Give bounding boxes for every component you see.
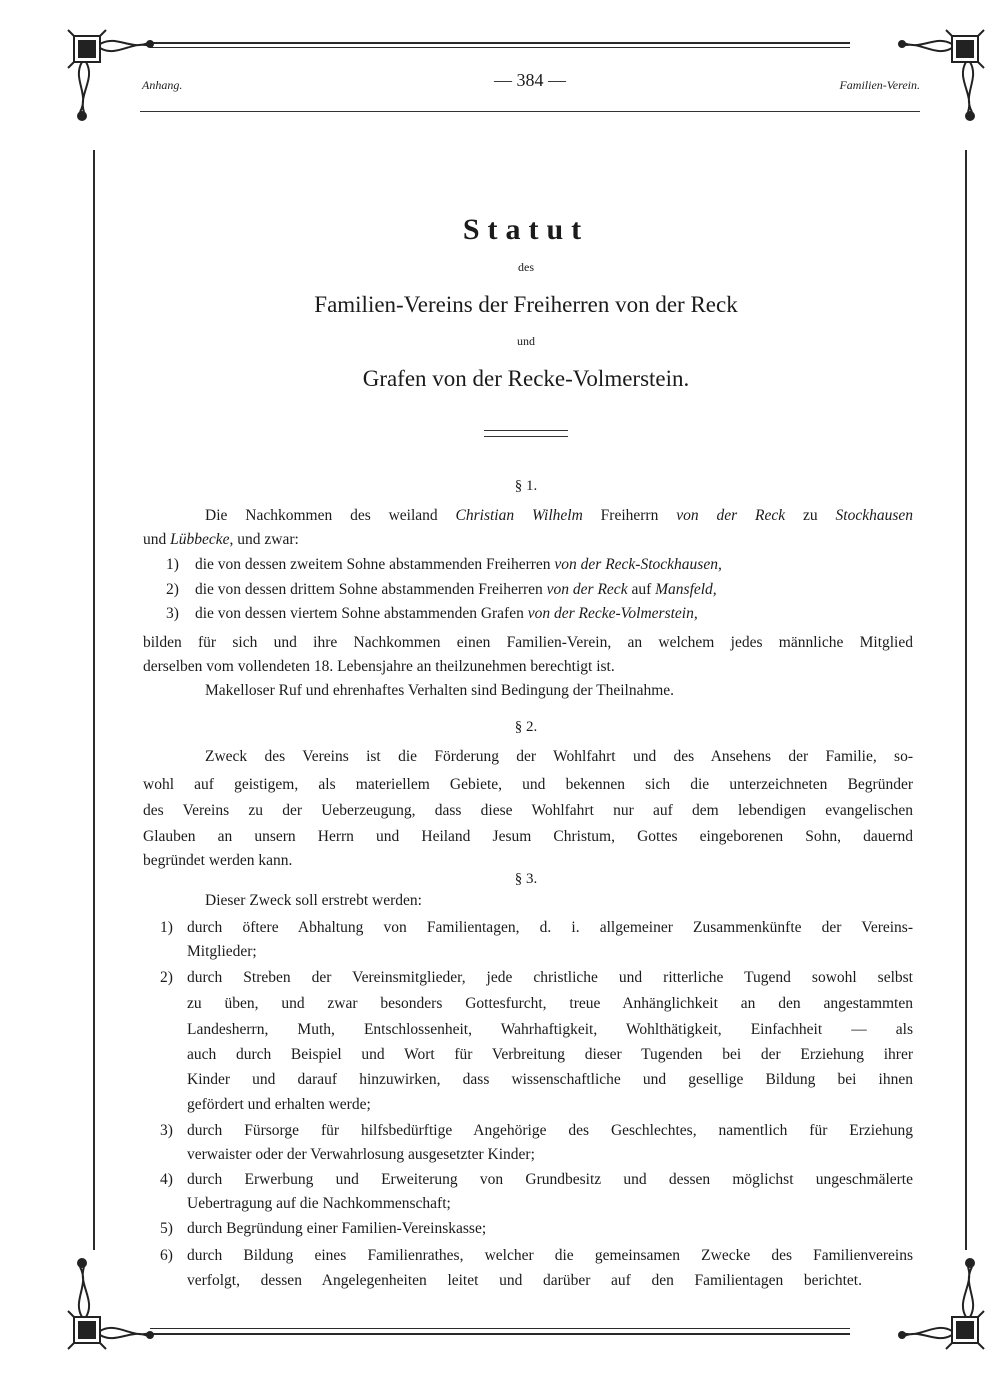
title-line-1: Familien-Vereins der Freiherren von der Reck — [314, 292, 738, 317]
s3-item-6-line-1: durch Bildung eines Familienrathes, welcher die gemeinsamen Zwecke des Familienvereins — [187, 1247, 913, 1264]
corner-ornament-bottom-left — [62, 1245, 162, 1355]
s1-continuation-line-1: bilden für sich und ihre Nachkommen einen Familien-Verein, an welchem jedes männliche Mitglied — [143, 634, 913, 651]
s2-line-4: Glauben an unsern Herrn und Heiland Jesum Christum, Gottes eingeborenen Sohn, dauernd — [143, 828, 913, 845]
s2-line-5: begründet werden kann. — [143, 852, 293, 869]
s3-intro: Dieser Zweck soll erstrebt werden: — [205, 892, 422, 909]
section-3-heading: § 3. — [514, 871, 538, 887]
s3-item-2-line-1: durch Streben der Vereinsmitglieder, jede christliche und ritterliche Tugend sowohl selbst — [187, 969, 913, 986]
header-left: Anhang. — [142, 78, 183, 92]
s3-item-2-line-6: gefördert und erhalten werde; — [187, 1096, 371, 1113]
s3-item-4-line-2: Uebertragung auf die Nachkommenschaft; — [187, 1195, 451, 1212]
title-und: und — [517, 334, 535, 348]
s1-paragraph-line-1: Die Nachkommen des weiland Christian Wilhelm Freiherrn von der Reck zu Stockhausen — [205, 507, 913, 524]
s1-item-1-number: 1) — [166, 556, 179, 573]
s1-paragraph-line-2: und Lübbecke, und zwar: — [143, 531, 299, 548]
s1-item-2-text: die von dessen drittem Sohne abstammenden Freiherren von der Reck auf Mansfeld, — [195, 581, 717, 598]
s3-item-3-line-1: durch Fürsorge für hilfsbedürftige Angehörige des Geschlechtes, namentlich für Erziehung — [187, 1122, 913, 1139]
s3-item-3-line-2: verwaister oder der Verwahrlosung ausgesetzter Kinder; — [187, 1146, 535, 1163]
s3-item-1-line-2: Mitglieder; — [187, 943, 257, 960]
title-line-2: Grafen von der Recke-Volmerstein. — [362, 366, 690, 391]
s2-line-1: Zweck des Vereins ist die Förderung der Wohlfahrt und des Ansehens der Familie, so- — [205, 748, 913, 765]
s1-item-1-text: die von dessen zweitem Sohne abstammenden Freiherren von der Reck-Stockhausen, — [195, 556, 722, 573]
s3-item-2-line-5: Kinder und darauf hinzuwirken, dass wissenschaftliche und gesellige Bildung bei ihnen — [187, 1071, 913, 1088]
s3-item-5-line-1: durch Begründung einer Familien-Vereinskasse; — [187, 1220, 487, 1237]
section-2-heading: § 2. — [514, 719, 538, 735]
document-title: Statut — [462, 213, 590, 246]
s3-item-6-line-2: verfolgt, dessen Angelegenheiten leitet und darüber auf den Familientagen berichtet. — [187, 1272, 862, 1289]
title-double-rule — [484, 430, 568, 437]
frame-top-line-inner — [150, 47, 850, 48]
frame-bottom-line-inner — [150, 1328, 850, 1329]
s1-continuation-line-3: Makelloser Ruf und ehrenhaftes Verhalten sind Bedingung der Theilnahme. — [205, 682, 675, 699]
s3-item-2-line-3: Landesherrn, Muth, Entschlossenheit, Wahrhaftigkeit, Wohlthätigkeit, Einfachheit — als — [187, 1021, 913, 1038]
s1-item-2-number: 2) — [166, 581, 179, 598]
s3-item-1-number: 1) — [160, 919, 173, 936]
header-right: Familien-Verein. — [839, 78, 920, 92]
header-rule — [140, 111, 920, 112]
s3-item-1-line-1: durch öftere Abhaltung von Familientagen, d. i. allgemeiner Zusammenkünfte der Vereins- — [187, 919, 913, 936]
s1-item-3-number: 3) — [166, 605, 179, 622]
s3-item-6-number: 6) — [160, 1247, 173, 1264]
section-1-heading: § 1. — [514, 478, 538, 494]
s1-continuation-line-2: derselben vom vollendeten 18. Lebensjahre an theilzunehmen berechtigt ist. — [143, 658, 615, 675]
s1-item-3-text: die von dessen viertem Sohne abstammenden Grafen von der Recke-Volmerstein, — [195, 605, 698, 622]
s3-item-2-line-4: auch durch Beispiel und Wort für Verbreitung dieser Tugenden bei der Erziehung ihrer — [187, 1046, 913, 1063]
frame-top-line — [150, 42, 850, 44]
s2-line-3: des Vereins zu der Ueberzeugung, dass diese Wohlfahrt nur auf dem lebendigen evangelischen — [143, 802, 913, 819]
s3-item-2-number: 2) — [160, 969, 173, 986]
s3-item-2-line-2: zu üben, und zwar besonders Gottesfurcht, treue Anhänglichkeit an den angestammten — [187, 995, 913, 1012]
running-head — [140, 70, 920, 98]
title-des: des — [518, 260, 534, 274]
s2-line-2: wohl auf geistigem, als materiellem Gebiete, und bekennen sich die unterzeichneten Begründer — [143, 776, 913, 793]
s3-item-4-number: 4) — [160, 1171, 173, 1188]
s3-item-5-number: 5) — [160, 1220, 173, 1237]
s3-item-3-number: 3) — [160, 1122, 173, 1139]
page-number: — 384 — — [494, 70, 566, 90]
s3-item-4-line-1: durch Erwerbung und Erweiterung von Grundbesitz und dessen möglichst ungeschmälerte — [187, 1171, 913, 1188]
frame-bottom-line — [150, 1333, 850, 1335]
